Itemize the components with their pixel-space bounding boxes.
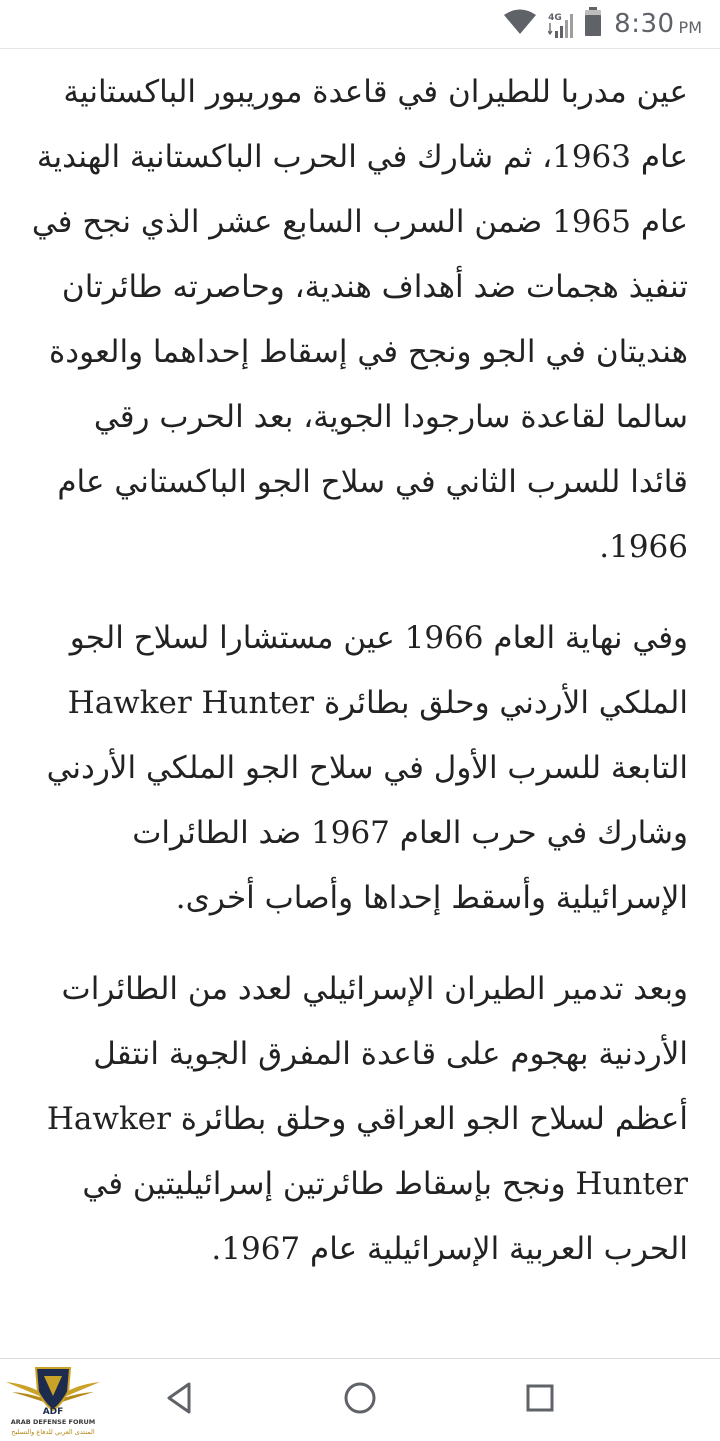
eagle-shield-icon xyxy=(0,1362,106,1418)
recents-icon xyxy=(525,1383,555,1417)
wifi-icon xyxy=(502,8,538,40)
status-bar xyxy=(0,0,720,49)
battery-icon xyxy=(584,7,602,41)
watermark-logo-text: ADF xyxy=(42,1407,64,1417)
back-icon xyxy=(164,1381,194,1419)
status-icons xyxy=(492,6,702,42)
signal-icon xyxy=(548,9,574,39)
article-paragraph-1 xyxy=(0,60,720,580)
watermark-title: ARAB DEFENSE FORUM xyxy=(10,1418,96,1426)
recents-button[interactable] xyxy=(517,1377,563,1423)
home-icon xyxy=(343,1381,377,1419)
paragraph-text: وفي نهاية العام 1966 عين مستشارا لسلاح الجو الملكي الأردني وحلق بطائرة Hawker Hunter التابعة للسرب الأول في سلاح الجو الملكي الأردني وشارك في حرب العام 1967 ضد الطائرات الإسرائيلية وأسقط إحداها وأصاب أخرى. xyxy=(46,620,688,916)
home-button[interactable] xyxy=(337,1377,383,1423)
paragraph-text: عين مدربا للطيران في قاعدة موريبور الباكستانية عام 1963، ثم شارك في الحرب الباكستانية الهندية عام 1965 ضمن السرب السابع عشر الذي نجح في تنفيذ هجمات ضد أهداف هندية، وحاصرته طائرتان هنديتان في الجو ونجح في إسقاط إحداهما والعودة سالما لقاعدة سارجودا الجوية، بعد الحرب رقي قائدا للسرب الثاني في سلاح الجو الباكستاني عام 1966. xyxy=(31,74,688,565)
network-type-label: 4G xyxy=(548,13,562,23)
clock-ampm: PM xyxy=(678,17,702,37)
article-paragraph-2 xyxy=(0,606,720,931)
navigation-bar xyxy=(0,1358,720,1441)
article-paragraph-3 xyxy=(0,957,720,1282)
watermark-logo xyxy=(0,1362,106,1440)
article-content[interactable] xyxy=(0,48,720,1358)
paragraph-text: وبعد تدمير الطيران الإسرائيلي لعدد من الطائرات الأردنية بهجوم على قاعدة المفرق الجوية انتقل أعظم لسلاح الجو العراقي وحلق بطائرة Hawker Hunter ونجح بإسقاط طائرتين إسرائيليتين في الحرب العربية الإسرائيلية عام 1967. xyxy=(46,971,688,1267)
clock-time: 8:30 xyxy=(614,9,675,39)
back-button[interactable] xyxy=(156,1377,202,1423)
watermark-subtitle: المنتدى العربي للدفاع والتسليح xyxy=(11,1428,95,1436)
